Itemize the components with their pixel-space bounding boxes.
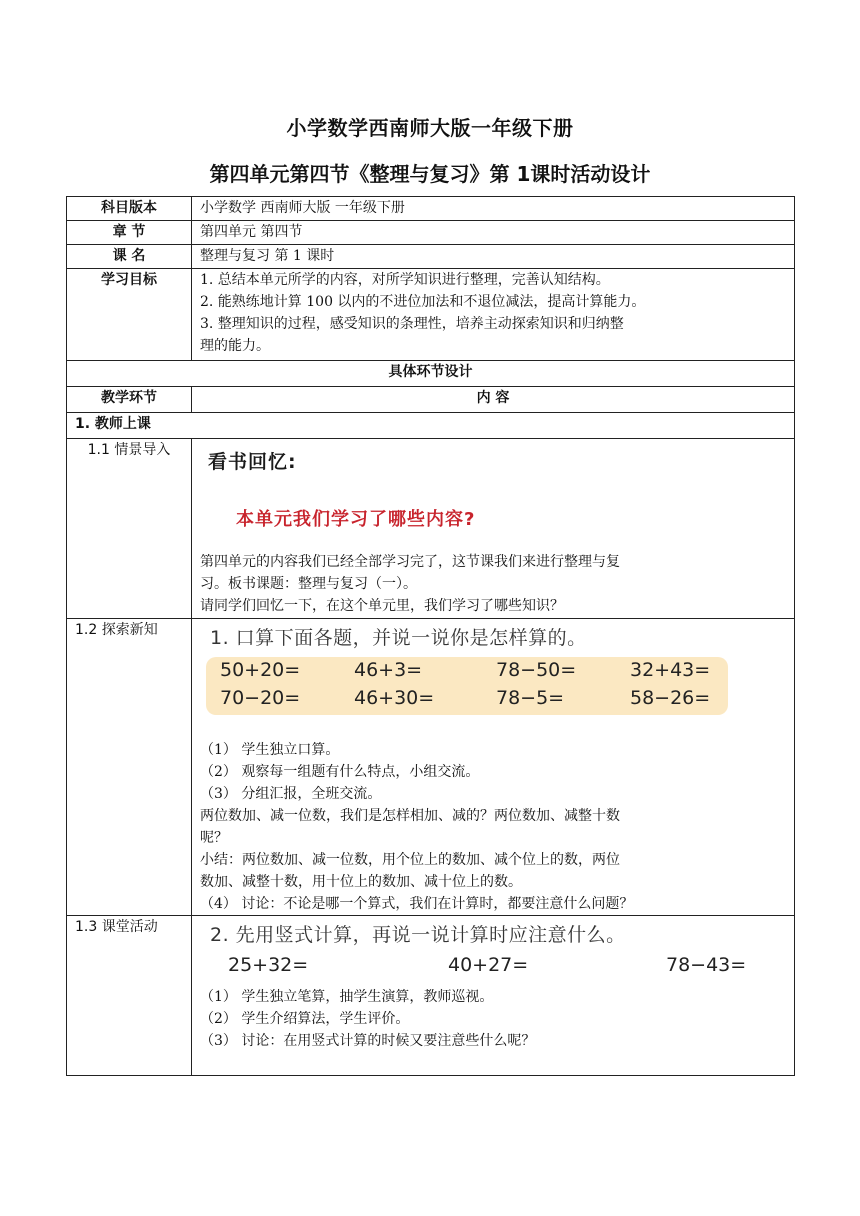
goals-value (192, 269, 795, 361)
chapter-value: 第四单元 第四节 (192, 221, 795, 245)
equation: 25+32= (228, 954, 309, 976)
content-column-header: 内 容 (192, 387, 795, 413)
stage-1-2-label: 1.2 探索新知 (67, 619, 192, 916)
section1-heading: 1. 教师上课 (67, 413, 795, 439)
paragraph-line: （4） 讨论：不论是哪一个算式，我们在计算时，都要注意什么问题？ (200, 896, 634, 912)
design-header: 具体环节设计 (67, 361, 795, 387)
subject-label: 科目版本 (67, 197, 192, 221)
paragraph-line: （2） 观察每一组题有什么特点，小组交流。 (200, 764, 480, 780)
paragraph-line: 小结：两位数加、减一位数，用个位上的数加、减个位上的数，两位 (200, 852, 620, 868)
equation: 40+27= (448, 954, 529, 976)
goal-item: 2. 能熟练地计算 100 以内的不进位加法和不退位减法，提高计算能力。 (200, 294, 646, 310)
goals-label: 学习目标 (67, 269, 192, 361)
section1-row (67, 413, 795, 439)
equation: 46+30= (354, 687, 435, 709)
column-header-row (67, 387, 795, 413)
equation: 78−5= (496, 687, 565, 709)
stage-column-header: 教学环节 (67, 387, 192, 413)
paragraph-line: （3） 讨论：在用竖式计算的时候又要注意些什么呢？ (200, 1033, 536, 1049)
paragraph-line: 习。板书课题：整理与复习（一）。 (200, 576, 417, 592)
stage-1-3-row (67, 916, 795, 1076)
vertical-calc-figure (200, 924, 786, 986)
chapter-label: 章 节 (67, 221, 192, 245)
activity-design-table (66, 196, 795, 1076)
page-title-line2: 第四单元第四节《整理与复习》第 1课时活动设计 (209, 162, 651, 186)
paragraph-line: （2） 学生介绍算法，学生评价。 (200, 1011, 410, 1027)
equation: 58−26= (630, 687, 711, 709)
paragraph-line: （1） 学生独立笔算，抽学生演算，教师巡视。 (200, 989, 494, 1005)
stage-1-1-label: 1.1 情景导入 (67, 439, 192, 619)
chapter-row (67, 221, 795, 245)
lesson-row (67, 245, 795, 269)
goals-row (67, 269, 795, 361)
vertical-calc-heading: 2. 先用竖式计算，再说一说计算时应注意什么。 (210, 924, 626, 946)
equation: 32+43= (630, 659, 711, 681)
equation: 46+3= (354, 659, 423, 681)
oral-calc-figure (200, 627, 786, 727)
paragraph-line: （1） 学生独立口算。 (200, 742, 340, 758)
paragraph-line: （3） 分组汇报，全班交流。 (200, 786, 382, 802)
stage-1-3-content (192, 916, 795, 1076)
book-recall-heading: 看书回忆: (208, 451, 297, 473)
paragraph-line: 呢？ (200, 830, 228, 846)
lesson-label: 课 名 (67, 245, 192, 269)
page-title-line1: 小学数学西南师大版一年级下册 (286, 116, 574, 140)
paragraph-line: 两位数加、减一位数，我们是怎样相加、减的？两位数加、减整十数 (200, 808, 620, 824)
subject-row (67, 197, 795, 221)
stage-1-2-row (67, 619, 795, 916)
subject-value: 小学数学 西南师大版 一年级下册 (192, 197, 795, 221)
book-recall-question: 本单元我们学习了哪些内容? (236, 509, 476, 530)
equation: 78−50= (496, 659, 577, 681)
goal-item: 3. 整理知识的过程，感受知识的条理性，培养主动探索知识和归纳整 (200, 316, 624, 332)
stage-1-1-content (192, 439, 795, 619)
paragraph-line: 请同学们回忆一下，在这个单元里，我们学习了哪些知识？ (200, 598, 564, 614)
stage-1-1-row (67, 439, 795, 619)
equation: 78−43= (666, 954, 747, 976)
equation: 50+20= (220, 659, 301, 681)
oral-calc-heading: 1. 口算下面各题，并说一说你是怎样算的。 (210, 627, 587, 649)
goal-item: 1. 总结本单元所学的内容，对所学知识进行整理，完善认知结构。 (200, 272, 610, 288)
equation: 70−20= (220, 687, 301, 709)
goal-item: 理的能力。 (200, 338, 270, 354)
stage-1-2-content (192, 619, 795, 916)
equation-box (206, 657, 728, 715)
paragraph-line: 数加、减整十数，用十位上的数加、减十位上的数。 (200, 874, 522, 890)
paragraph-line: 第四单元的内容我们已经全部学习完了，这节课我们来进行整理与复 (200, 554, 620, 570)
stage-1-3-label: 1.3 课堂活动 (67, 916, 192, 1076)
design-header-row (67, 361, 795, 387)
book-recall-figure (200, 447, 786, 551)
lesson-value: 整理与复习 第 1 课时 (192, 245, 795, 269)
